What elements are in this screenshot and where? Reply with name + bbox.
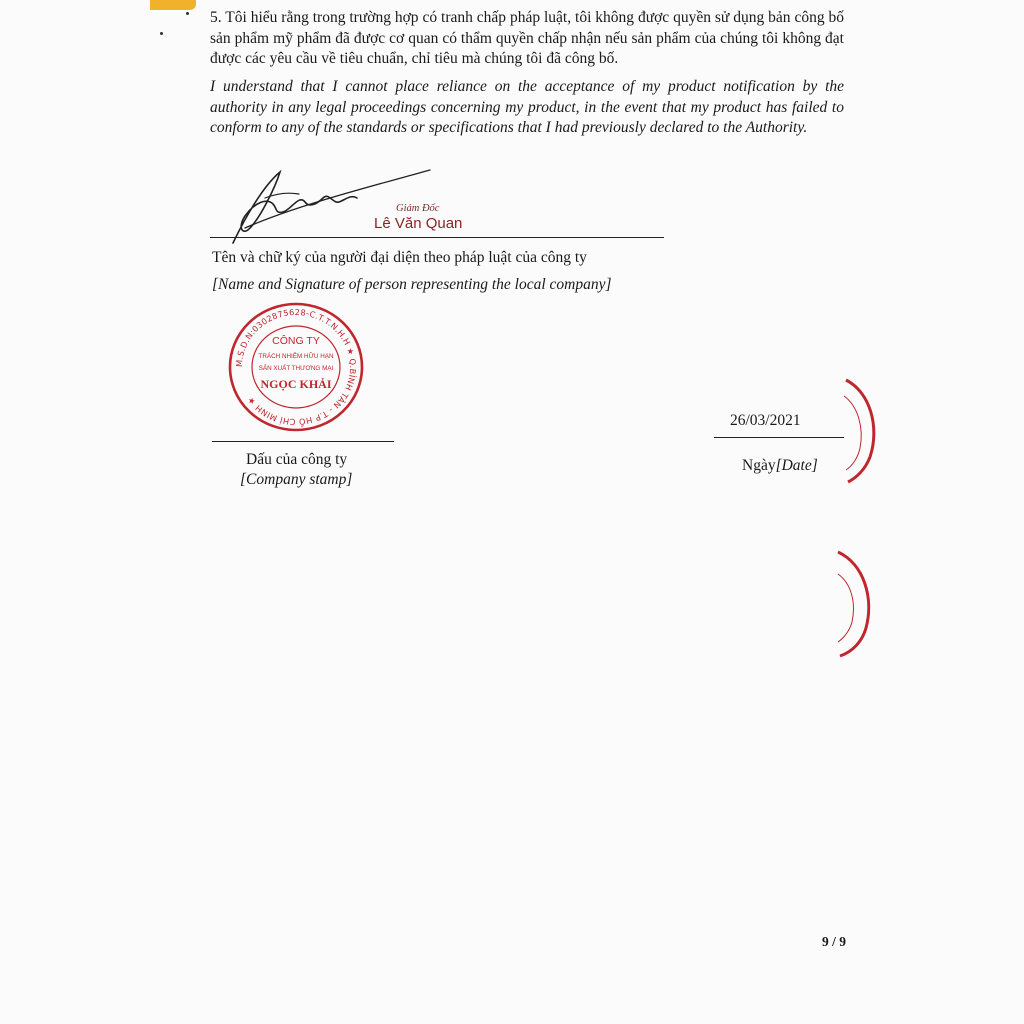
date-line (714, 437, 844, 438)
signature-line (210, 237, 664, 238)
date-label-en: [Date] (775, 457, 818, 474)
commitment-paragraph-en: I understand that I cannot place reliance on the acceptance of my product notification by the authority in any legal proceedings concerning my product, in the event that my product has failed to conform to any of the standards or specifications that I had previously declared to the Authority. (210, 78, 844, 136)
representative-label-vn: Tên và chữ ký của người đại diện theo pháp luật của công ty (212, 249, 587, 266)
stamp-label-en: [Company stamp] (240, 471, 353, 488)
commitment-paragraph-vn: 5. Tôi hiểu rằng trong trường hợp có tranh chấp pháp luật, tôi không được quyền sử dụng bản công bố sản phẩm mỹ phẩm đã được cơ quan có thẩm quyền chấp nhận nếu sản phẩm của chúng tôi không đạt được các yêu cầu về tiêu chuẩn, chỉ tiêu mà chúng tôi đã công bố. (210, 9, 844, 67)
stamp-line-2: TRÁCH NHIỆM HỮU HẠN (258, 353, 334, 360)
partial-seal-edge (834, 548, 874, 660)
date-label-vn: Ngày (742, 457, 776, 474)
signer-title: Giám Đốc (396, 203, 440, 214)
representative-label-en: [Name and Signature of person representing the local company] (212, 276, 612, 293)
stamp-line-3: SẢN XUẤT THƯƠNG MẠI (258, 365, 334, 372)
stamp-line-1: CÔNG TY (272, 335, 320, 347)
date-label (742, 457, 818, 475)
date-value: 26/03/2021 (730, 412, 801, 429)
scan-speck (186, 12, 189, 15)
corner-mark (150, 0, 196, 10)
scan-speck (160, 32, 163, 35)
signer-name: Lê Văn Quan (374, 215, 463, 232)
page-number: 9 / 9 (822, 934, 847, 949)
stamp-ring-text: M.S.D.N:0302875628-C.T.T.N.H.H ★ Q.BÌNH TÂN - T.P HỒ CHÍ MINH ★ (233, 306, 359, 428)
company-stamp (226, 302, 366, 432)
stamp-line-4: NGỌC KHẢI (260, 377, 332, 391)
stamp-line (212, 441, 394, 442)
partial-seal-edge (840, 372, 880, 487)
stamp-label-vn: Dấu của công ty (246, 451, 348, 468)
